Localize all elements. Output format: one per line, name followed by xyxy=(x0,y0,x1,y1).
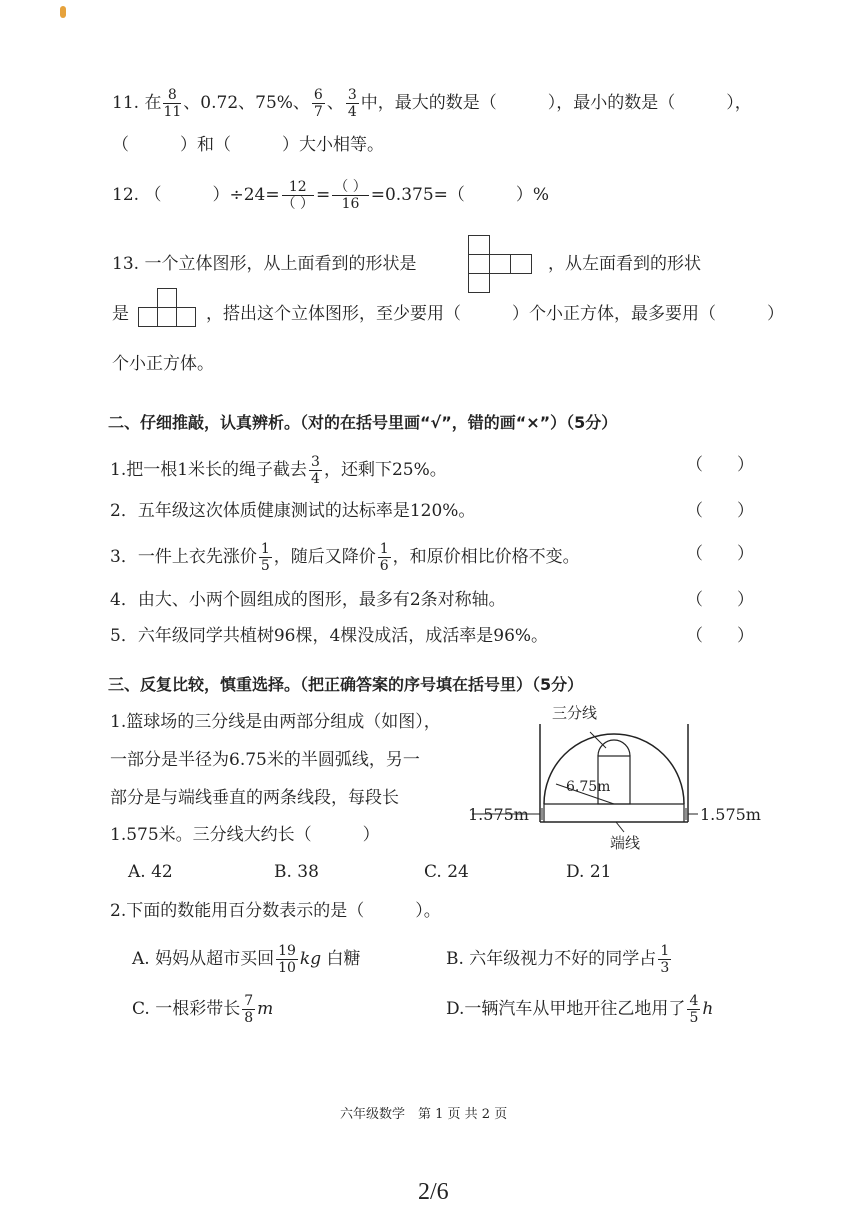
choice1-option-b[interactable]: B. 38 xyxy=(274,862,319,882)
choice1-line4: 1.575米。三分线大约长（ ） xyxy=(110,825,380,845)
choice1-option-a[interactable]: A. 42 xyxy=(128,862,173,882)
q13-line3: 个小正方体。 xyxy=(112,354,214,374)
q11-line1: 11. 在 $\frac{8}{11}$ 、0.72、75%、 $\frac{6}{7}$ 、 $\frac{3}{4}$ 中，最大的数是（ ），最小的数是（ ）， xyxy=(112,87,752,120)
figure-label-three-point: 三分线 xyxy=(552,704,598,722)
judge-paren-2[interactable]: （ ） xyxy=(686,501,754,521)
choice2-option-b[interactable]: B. 六年级视力不好的同学占 $\frac{1}{3}$ xyxy=(446,943,670,976)
section2-title: 二、仔细推敲，认真辨析。（对的在括号里画“√”，错的画“×”）（5分） xyxy=(108,413,618,432)
judge-item-3: 3．一件上衣先涨价 $\frac{1}{5}$ ，随后又降价 $\frac{1}{6}$ ，和原价相比价格不变。 xyxy=(110,541,580,574)
q12-line: 12. （ ）÷24= $\frac{12}{( )}$ = $\frac{( )}{16}$ =0.375=（ ）% xyxy=(112,179,550,212)
judge-item-2: 2．五年级这次体质健康测试的达标率是120%。 xyxy=(110,501,476,521)
judge-paren-1[interactable]: （ ） xyxy=(686,455,754,475)
judge-paren-5[interactable]: （ ） xyxy=(686,626,754,646)
figure-label-baseline: 端线 xyxy=(610,834,641,852)
page-footer: 六年级数学 第 1 页 共 2 页 xyxy=(340,1107,508,1122)
q13-line1b: ，从左面看到的形状 xyxy=(548,254,701,274)
orange-mark xyxy=(60,6,66,18)
figure-label-radius: 6.75m xyxy=(566,779,611,795)
judge-paren-4[interactable]: （ ） xyxy=(686,590,754,610)
choice1-line2: 一部分是半径为6.75米的半圆弧线，另一 xyxy=(110,750,420,770)
judge-item-5: 5．六年级同学共植树96棵，4棵没成活，成活率是96%。 xyxy=(110,626,549,646)
q11-line2: （ ）和（ ）大小相等。 xyxy=(112,135,384,155)
q13-line1: 13. 一个立体图形，从上面看到的形状是 xyxy=(112,254,417,274)
judge-item-4: 4．由大、小两个圆组成的图形，最多有2条对称轴。 xyxy=(110,590,506,610)
choice1-line1: 1.篮球场的三分线是由两部分组成（如图）， xyxy=(110,712,441,732)
figure-label-left: 1.575m xyxy=(468,805,529,824)
judge-paren-3[interactable]: （ ） xyxy=(686,544,754,564)
choice2-stem: 2.下面的数能用百分数表示的是（ ）。 xyxy=(110,901,441,921)
judge-item-1: 1.把一根1米长的绳子截去 $\frac{3}{4}$ ，还剩下25%。 xyxy=(110,454,447,487)
page-counter: 2/6 xyxy=(418,1179,449,1205)
choice1-line3: 部分是与端线垂直的两条线段，每段长 xyxy=(110,788,399,808)
choice2-option-d[interactable]: D.一辆汽车从甲地开往乙地用了 $\frac{4}{5}$ h xyxy=(446,993,714,1026)
choice1-option-d[interactable]: D. 21 xyxy=(566,862,612,882)
choice2-option-c[interactable]: C. 一根彩带长 $\frac{7}{8}$ m xyxy=(132,993,274,1026)
figure-label-right: 1.575m xyxy=(700,805,761,824)
q13-line2b: ，搭出这个立体图形，至少要用（ ）个小正方体，最多要用（ ） xyxy=(206,304,784,324)
section3-title: 三、反复比较，慎重选择。（把正确答案的序号填在括号里）（5分） xyxy=(108,675,584,694)
q13-line2a: 是 xyxy=(112,304,129,324)
choice1-option-c[interactable]: C. 24 xyxy=(424,862,469,882)
choice2-option-a[interactable]: A. 妈妈从超市买回 $\frac{19}{10}$ kg 白糖 xyxy=(132,943,361,976)
